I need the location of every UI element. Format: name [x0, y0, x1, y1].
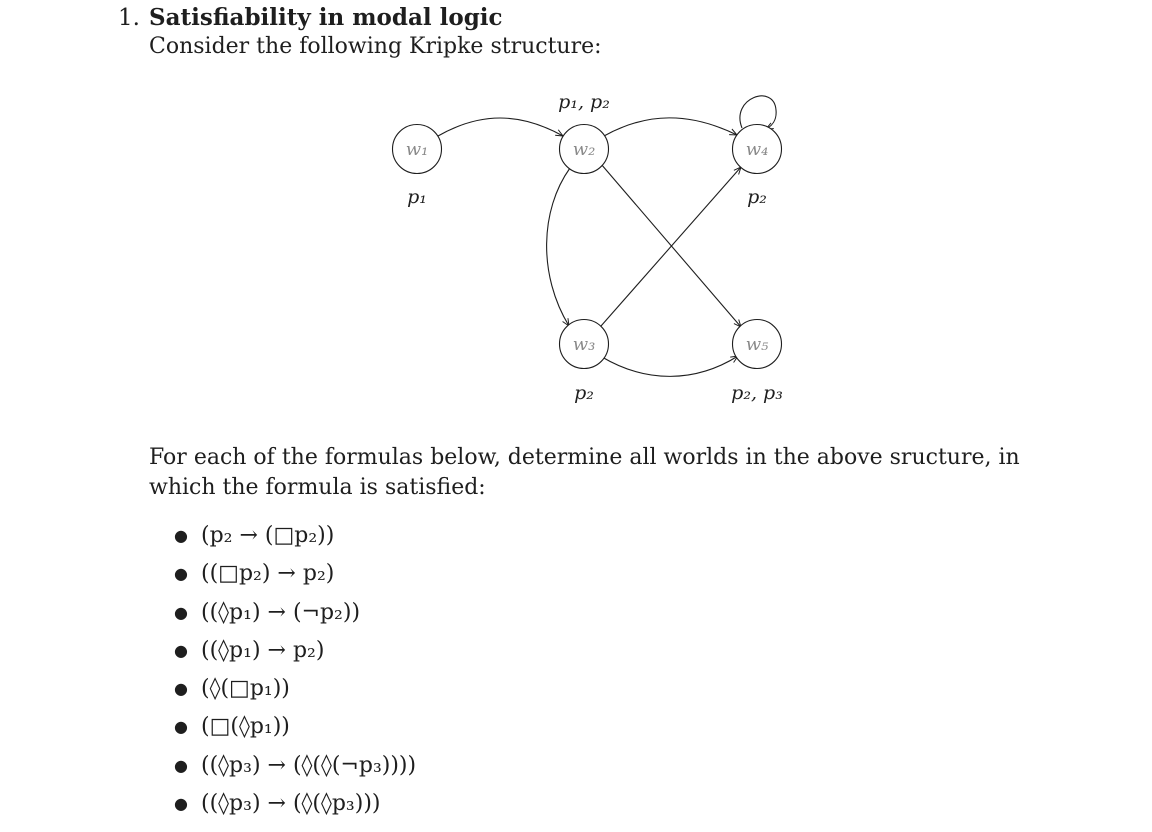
world-w2-name: w₂ [572, 139, 596, 160]
formula-item [174, 632, 416, 670]
formula-item [174, 555, 416, 593]
formula-text: ((□p₂) → p₂) [201, 561, 335, 587]
formula-text: ((◊p₁) → (¬p₂)) [201, 599, 361, 625]
world-w5-props: p₂, p₃ [731, 382, 783, 404]
world-w3-props: p₂ [574, 382, 594, 404]
bullet-icon: ● [174, 679, 188, 699]
world-w5-name: w₅ [745, 334, 769, 355]
world-w4-name: w₄ [745, 139, 769, 160]
formula-item [174, 747, 416, 785]
bullet-icon: ● [174, 640, 188, 660]
bullet-icon: ● [174, 717, 188, 737]
bullet-icon: ● [174, 526, 188, 545]
bullet-icon: ● [174, 794, 188, 814]
edge-w2-w3 [547, 168, 570, 326]
bullet-icon: ● [174, 564, 188, 584]
formula-text: ((◊p₁) → p₂) [201, 637, 325, 663]
formula-text: (◊(□p₁)) [201, 676, 290, 702]
formula-item [174, 517, 416, 555]
edge-w3-w5 [602, 356, 738, 376]
bullet-icon: ● [174, 602, 188, 622]
formula-item [174, 594, 416, 632]
section-number: 1. [118, 5, 140, 31]
world-w4-props: p₂ [747, 186, 767, 208]
bullet-icon: ● [174, 755, 188, 775]
world-w3-name: w₃ [572, 334, 596, 355]
formula-list [174, 517, 416, 823]
edge-w2-w4 [604, 118, 737, 136]
world-w1-name: w₁ [405, 139, 429, 160]
worlds [393, 125, 782, 369]
formula-item [174, 785, 416, 823]
formula-text: ((◊p₃) → (◊(◊p₃))) [201, 791, 381, 817]
formula-item [174, 708, 416, 746]
question-text: For each of the formulas below, determine all worlds in the above sructure, in which the formula is satisfied: [149, 445, 1020, 500]
formula-text: ((◊p₃) → (◊(◊(¬p₃)))) [201, 752, 417, 778]
section-title: Satisfiability in modal logic [149, 4, 503, 31]
formula-text: (p₂ → (□p₂)) [201, 523, 335, 548]
world-w2-props: p₁, p₂ [558, 91, 610, 113]
edge-w1-w2 [438, 118, 563, 136]
formula-item [174, 670, 416, 708]
formula-text: (□(◊p₁)) [201, 714, 290, 740]
world-w1-props: p₁ [407, 186, 427, 208]
intro-text: Consider the following Kripke structure: [149, 34, 602, 59]
